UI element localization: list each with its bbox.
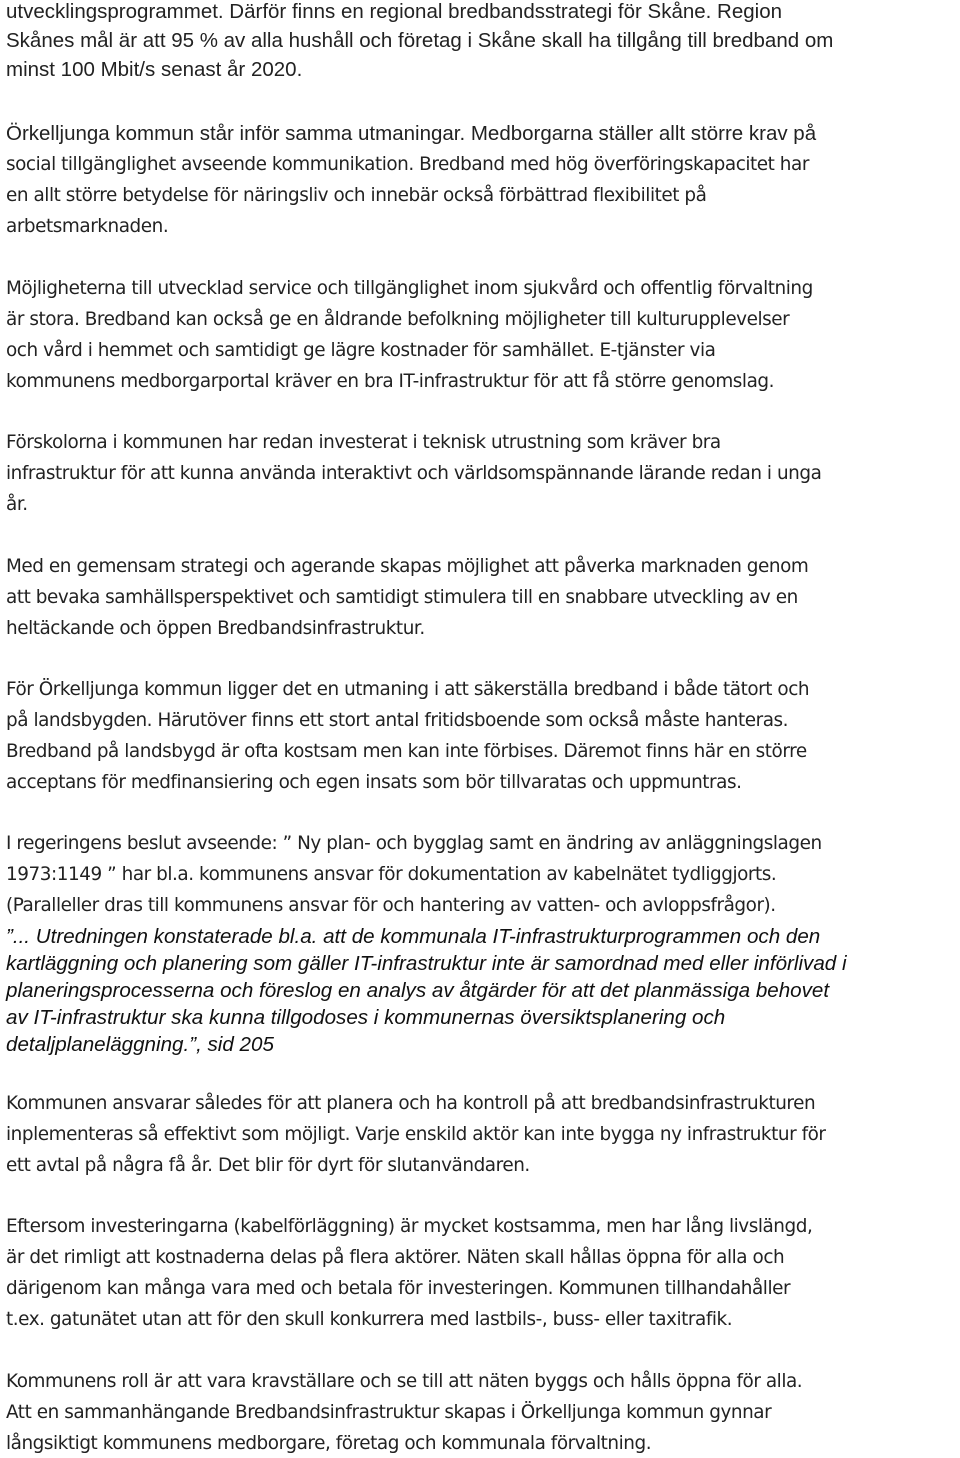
text-line: kommunens medborgarportal kräver en bra IT-infrastruktur för att få större genomslag. [6,371,775,392]
text-line: ett avtal på några få år. Det blir för dyrt för slutanvändaren. [6,1155,530,1176]
quote-line: detaljplaneläggning.”, sid 205 [6,1033,274,1056]
text-line: Kommunens roll är att vara kravställare och se till att näten byggs och hålls öppna för alla. [6,1371,803,1392]
text-line: Förskolorna i kommunen har redan investerat i teknisk utrustning som kräver bra [6,432,721,453]
text-line: på landsbygden. Härutöver finns ett stort antal fritidsboende som också måste hanteras. [6,710,789,731]
text-line: arbetsmarknaden. [6,216,169,237]
text-line: inplementeras så effektivt som möjligt. Varje enskild aktör kan inte bygga ny infrastruktur för [6,1124,826,1145]
quote-line: av IT-infrastruktur ska kunna tillgodoses i kommunernas översiktsplanering och [6,1006,726,1029]
text-line: långsiktigt kommunens medborgare, företag och kommunala förvaltning. [6,1433,652,1454]
text-line: Med en gemensam strategi och agerande skapas möjlighet att påverka marknaden genom [6,556,809,577]
text-line: (Paralleller dras till kommunens ansvar för och hantering av vatten- och avloppsfrågor). [6,895,776,916]
text-line: och vård i hemmet och samtidigt ge lägre kostnader för samhället. E-tjänster via [6,340,716,361]
text-line: därigenom kan många vara med och betala för investeringen. Kommunen tillhandahåller [6,1278,791,1299]
text-line: För Örkelljunga kommun ligger det en utmaning i att säkerställa bredband i både tätort och [6,679,810,700]
text-line: Skånes mål är att 95 % av alla hushåll och företag i Skåne skall ha tillgång till bredband om [6,29,834,52]
text-line: social tillgänglighet avseende kommunikation. Bredband med hög överföringskapacitet har [6,154,809,175]
text-line: minst 100 Mbit/s senast år 2020. [6,58,303,81]
text-line: Att en sammanhängande Bredbandsinfrastruktur skapas i Örkelljunga kommun gynnar [6,1402,772,1423]
text-line: år. [6,494,28,515]
quote-line: ”... Utredningen konstaterade bl.a. att de kommunala IT-infrastrukturprogrammen och den [6,925,821,948]
text-line: Örkelljunga kommun står inför samma utmaningar. Medborgarna ställer allt större krav på [6,122,817,145]
text-line: Bredband på landsbygd är ofta kostsam men kan inte förbises. Däremot finns här en större [6,741,807,762]
text-line: acceptans för medfinansiering och egen insats som bör tillvaratas och uppmuntras. [6,772,742,793]
text-line: är det rimligt att kostnaderna delas på flera aktörer. Näten skall hållas öppna för alla och [6,1247,785,1268]
text-line: är stora. Bredband kan också ge en åldrande befolkning möjligheter till kulturupplevelser [6,309,790,330]
text-line: t.ex. gatunätet utan att för den skull konkurrera med lastbils-, buss- eller taxitrafik. [6,1309,733,1330]
text-line: Kommunen ansvarar således för att planera och ha kontroll på att bredbandsinfrastrukturen [6,1093,816,1114]
text-line: utvecklingsprogrammet. Därför finns en regional bredbandsstrategi för Skåne. Region [6,0,782,23]
text-line: infrastruktur för att kunna använda interaktivt och världsomspännande lärande redan i unga [6,463,822,484]
text-line: 1973:1149 ” har bl.a. kommunens ansvar för dokumentation av kabelnätet tydliggjorts. [6,864,777,885]
quote-line: kartläggning och planering som gäller IT-infrastruktur inte är samordnad med eller införlivad i [6,952,847,975]
text-line: I regeringens beslut avseende: ” Ny plan- och bygglag samt en ändring av anläggningslagen [6,833,822,854]
text-line: att bevaka samhällsperspektivet och samtidigt stimulera till en snabbare utveckling av en [6,587,798,608]
text-line: heltäckande och öppen Bredbandsinfrastruktur. [6,618,425,639]
text-line: Möjligheterna till utvecklad service och tillgänglighet inom sjukvård och offentlig förvaltning [6,278,813,299]
quote-line: planeringsprocesserna och föreslog en analys av åtgärder för att det planmässiga behovet [6,979,830,1002]
text-line: en allt större betydelse för näringsliv och innebär också förbättrad flexibilitet på [6,185,707,206]
text-line: Eftersom investeringarna (kabelförläggning) är mycket kostsamma, men har lång livslängd, [6,1216,813,1237]
